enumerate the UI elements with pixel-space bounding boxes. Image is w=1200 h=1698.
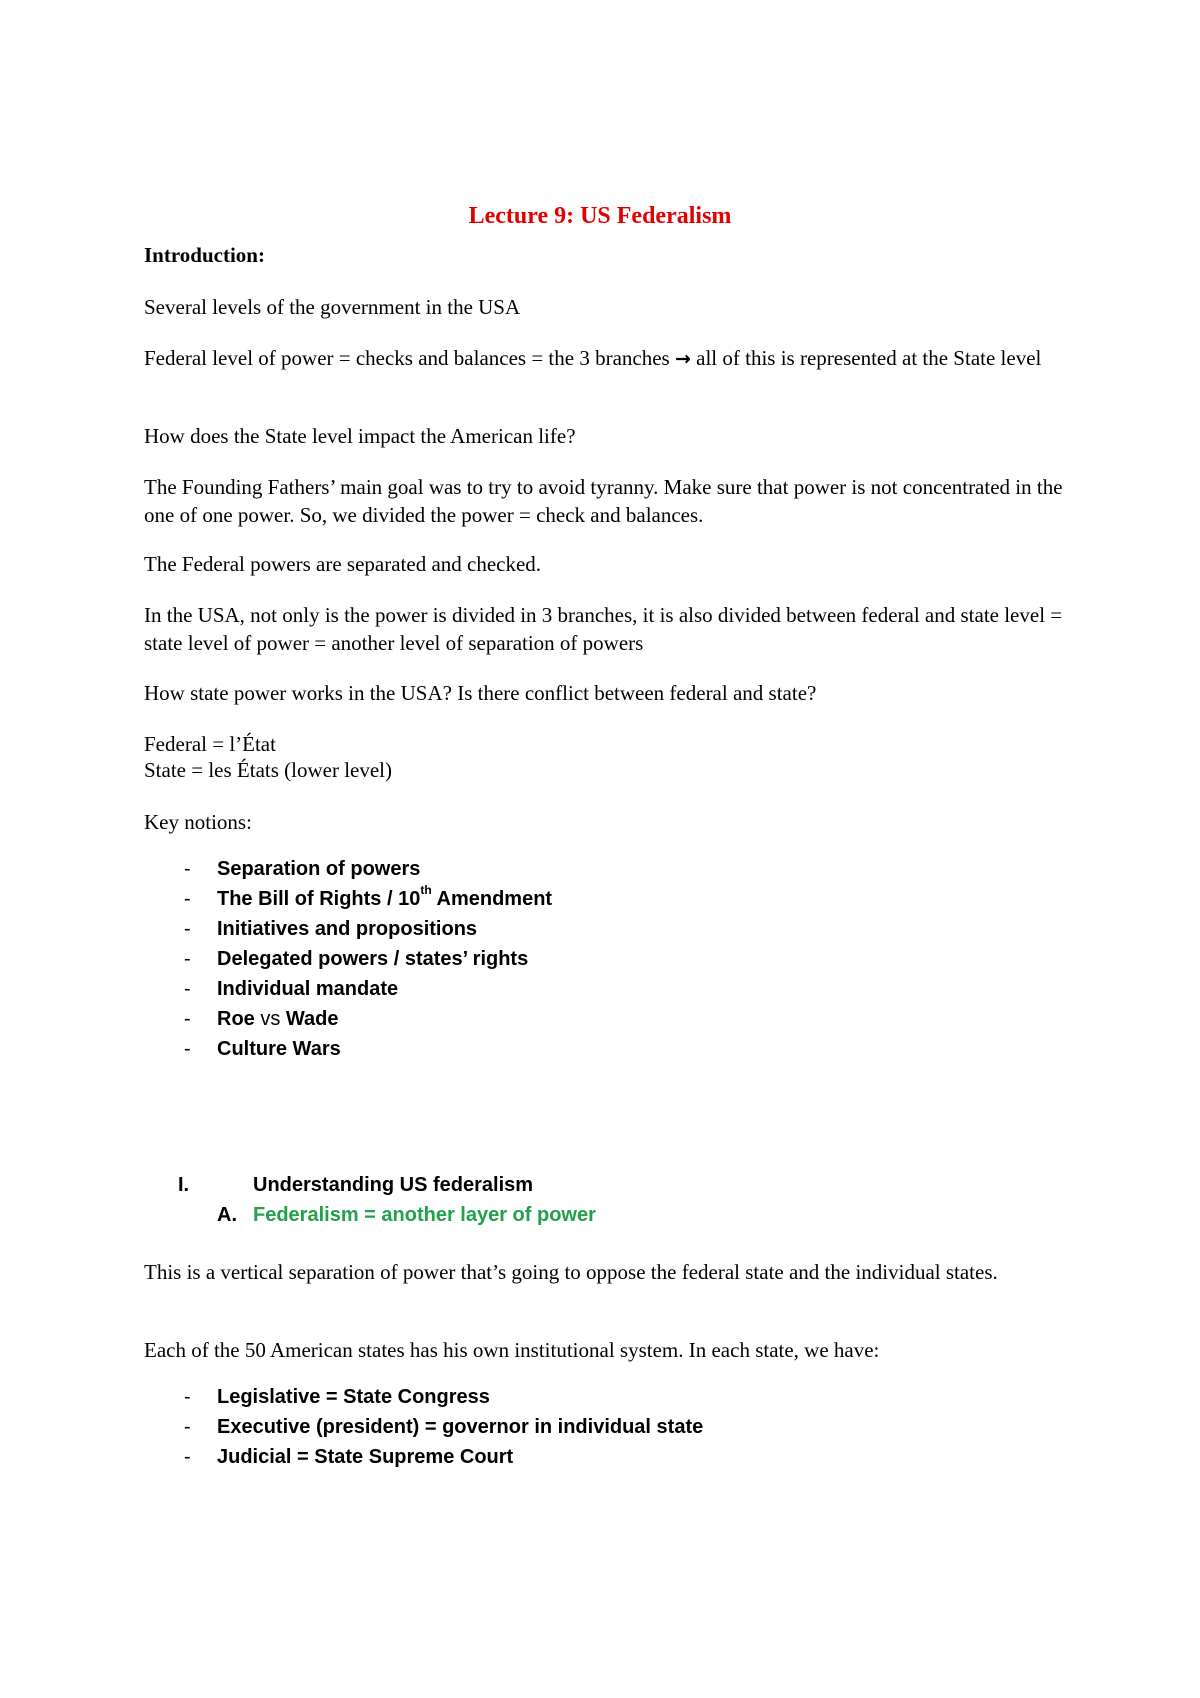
list-item-text-tail: Amendment <box>431 888 553 910</box>
subsection-heading-a <box>144 1201 1044 1231</box>
arrow-right-icon: → <box>674 348 691 370</box>
bullet-dash: - <box>184 1446 191 1468</box>
section-number: I. <box>178 1174 190 1196</box>
list-item <box>144 1382 1044 1412</box>
bullet-dash: - <box>184 858 191 880</box>
bullet-dash: - <box>184 918 191 940</box>
state-branches-list <box>144 1382 1044 1472</box>
list-item <box>144 944 1044 974</box>
paragraph-division-of-power: In the USA, not only is the power is divided in 3 branches, it is also divided between federal and state level = state level of power = another level of separation of powers <box>144 603 1063 655</box>
list-item-text: Executive (president) = governor in individual state <box>217 1416 704 1438</box>
paragraph-federal-powers: The Federal powers are separated and checked. <box>144 552 542 576</box>
bullet-dash: - <box>184 1038 191 1060</box>
section-title: Understanding US federalism <box>253 1174 534 1196</box>
bullet-dash: - <box>184 948 191 970</box>
list-item <box>144 974 1044 1004</box>
paragraph-state-power-question: How state power works in the USA? Is there conflict between federal and state? <box>144 681 817 705</box>
list-item-text <box>217 884 552 914</box>
list-item <box>144 1442 1044 1472</box>
intro-heading: Introduction: <box>144 243 265 267</box>
list-item-text: Legislative = State Congress <box>217 1386 490 1408</box>
list-item-text-post: Wade <box>285 1008 339 1030</box>
paragraph-vertical-separation: This is a vertical separation of power that’s going to oppose the federal state and the individual states. <box>144 1260 998 1284</box>
paragraph-levels: Several levels of the government in the USA <box>144 295 521 319</box>
paragraph-federal-level-text-a: Federal level of power = checks and balances = the 3 branches <box>144 346 675 370</box>
key-notions-heading: Key notions: <box>144 810 252 834</box>
list-item-text: Delegated powers / states’ rights <box>217 948 529 970</box>
bullet-dash: - <box>184 1008 191 1030</box>
subsection-title: Federalism = another layer of power <box>253 1204 596 1226</box>
list-item <box>144 914 1044 944</box>
list-item-text: Culture Wars <box>217 1038 341 1060</box>
list-item-text-mid: vs <box>254 1008 286 1030</box>
bullet-dash: - <box>184 888 191 910</box>
paragraph-state-institutions: Each of the 50 American states has his own institutional system. In each state, we have: <box>144 1338 880 1362</box>
list-item <box>144 1412 1044 1442</box>
section-heading-1 <box>144 1171 1044 1201</box>
superscript: th <box>420 883 432 898</box>
list-item-text: Judicial = State Supreme Court <box>217 1446 514 1468</box>
bullet-dash: - <box>184 1416 191 1438</box>
list-item-text: Individual mandate <box>217 978 399 1000</box>
paragraph-state-definition: State = les États (lower level) <box>144 758 393 782</box>
paragraph-federal-level-text-b: all of this is represented at the State level <box>690 346 1042 370</box>
list-item <box>144 1034 1044 1064</box>
bullet-dash: - <box>184 1386 191 1408</box>
list-item-text-pre: Roe <box>217 1008 255 1030</box>
list-item-text: Separation of powers <box>217 858 421 880</box>
bullet-dash: - <box>184 978 191 1000</box>
list-item-text-main: The Bill of Rights / 10 <box>217 888 421 910</box>
list-item <box>144 854 1044 884</box>
paragraph-federal-definition: Federal = l’État <box>144 732 276 756</box>
paragraph-federal-level <box>144 344 1064 373</box>
list-item <box>144 1004 1044 1034</box>
paragraph-state-impact: How does the State level impact the American life? <box>144 424 576 448</box>
list-item-text <box>217 1004 339 1034</box>
key-notions-list <box>144 854 1044 1064</box>
paragraph-founding-fathers: The Founding Fathers’ main goal was to try to avoid tyranny. Make sure that power is not concentrated in the one of one power. So, we divided the power = check and balances. <box>144 475 1063 527</box>
lecture-title: Lecture 9: US Federalism <box>468 203 732 229</box>
list-item <box>144 884 1044 914</box>
list-item-text: Initiatives and propositions <box>217 918 478 940</box>
subsection-letter: A. <box>217 1204 237 1226</box>
